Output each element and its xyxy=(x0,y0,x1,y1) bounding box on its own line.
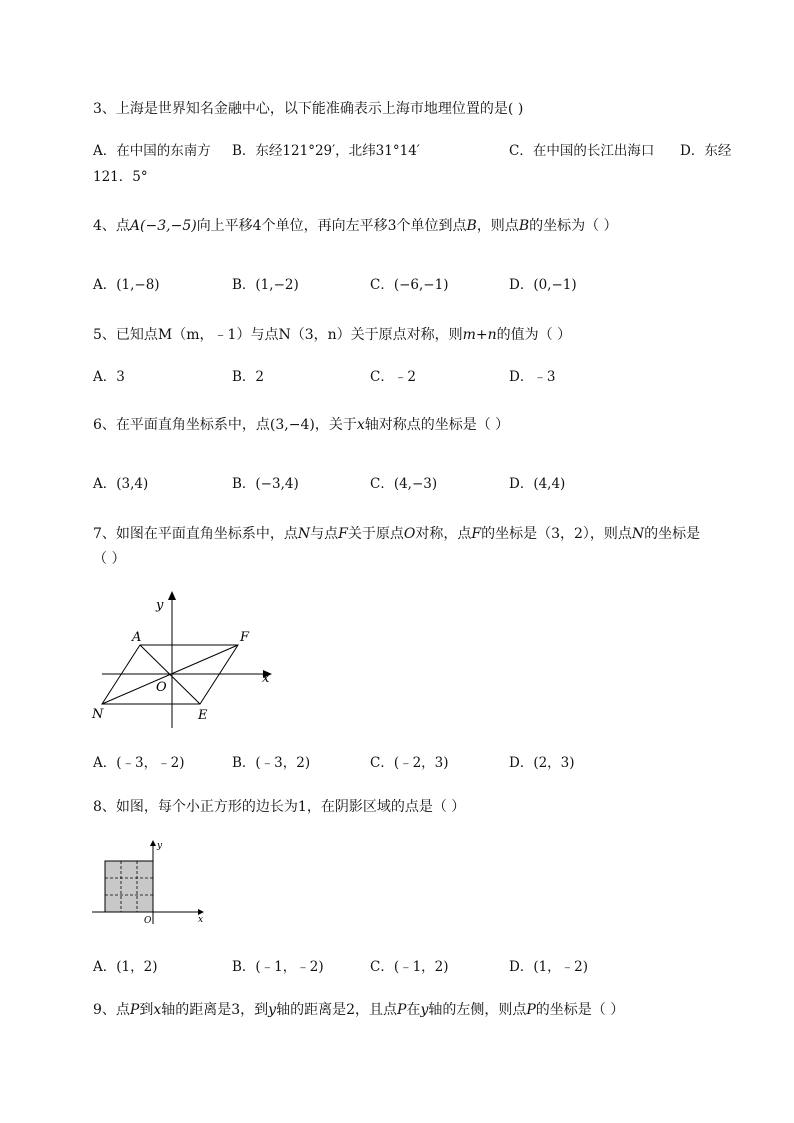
q7-label-n: N xyxy=(92,707,104,722)
q7-point-f: F xyxy=(471,526,482,542)
q4-point-b: B xyxy=(466,218,477,234)
q4-point-b: B xyxy=(518,218,530,234)
q7-point-n: N xyxy=(631,526,645,542)
q6-stem-text: 6、在平面直角坐标系中，点(3,−4)，关于 xyxy=(93,417,357,433)
q9-stem-text: 到 xyxy=(139,1002,154,1018)
q8-figure xyxy=(90,836,210,926)
q5-option-c: C．﹣2 xyxy=(370,369,416,385)
q9-stem-text: 轴的距离是2，且点 xyxy=(276,1002,398,1018)
q3-stem: 3、上海是世界知名金融中心，以下能准确表示上海市地理位置的是( ) xyxy=(93,101,524,117)
q7-label-x: x xyxy=(262,671,270,686)
q4-option-b: B．(1,−2) xyxy=(232,277,299,293)
q5-point-n: N（3，n） xyxy=(278,327,351,343)
q3-option-a: A．在中国的东南方 xyxy=(93,143,211,159)
q7-option-b: B．(﹣3，2) xyxy=(232,755,311,771)
q8-shaded-region xyxy=(105,861,153,912)
q7-option-c: C．(﹣2，3) xyxy=(370,755,449,771)
q5-stem-text: 关于原点对称，则 xyxy=(350,327,463,343)
q8-label-x: x xyxy=(198,915,204,925)
q4-stem-text: 的坐标为（ ） xyxy=(529,218,618,234)
q7-stem xyxy=(93,523,700,545)
q4-stem xyxy=(93,215,618,237)
q3-option-c: C．在中国的长江出海口 xyxy=(509,143,655,159)
q7-label-f: F xyxy=(240,630,250,645)
q7-stem-cont: （ ） xyxy=(93,551,126,567)
q7-label-a: A xyxy=(132,630,142,645)
q7-stem-text: 对称，点 xyxy=(415,526,472,542)
q4-option-c: C．(−6,−1) xyxy=(370,277,449,293)
q7-y-arrow-icon xyxy=(168,591,176,600)
q7-label-y: y xyxy=(156,598,164,613)
q4-stem-text: 4、点 xyxy=(93,218,130,234)
q7-label-e: E xyxy=(198,708,208,723)
q8-label-y: y xyxy=(157,841,163,851)
q5-stem xyxy=(93,324,571,346)
q5-stem-text: 5、已知点 xyxy=(93,327,158,343)
q3-option-d: D．东经 xyxy=(680,143,732,159)
q9-point-p: P xyxy=(397,1002,407,1018)
q6-stem-text: 轴对称点的坐标是（ ） xyxy=(364,417,510,433)
q5-option-d: D．﹣3 xyxy=(509,369,556,385)
q9-axis-y: y xyxy=(268,1002,277,1018)
q9-stem-text: 轴的距离是3，到 xyxy=(161,1002,269,1018)
q5-expression: m+n xyxy=(462,327,497,343)
q7-point-n: N xyxy=(297,526,311,542)
q9-stem-text: 在 xyxy=(406,1002,421,1018)
q4-stem-text: 向上平移4个单位，再向左平移3个单位到点 xyxy=(196,218,467,234)
q8-option-c: C．(﹣1，2) xyxy=(370,959,449,975)
q6-option-c: C．(4,−3) xyxy=(370,476,438,492)
q4-option-d: D．(0,−1) xyxy=(509,277,577,293)
q8-label-o: O xyxy=(144,916,152,926)
q8-option-d: D．(1，﹣2) xyxy=(509,959,589,975)
q8-option-b: B．(﹣1，﹣2) xyxy=(232,959,324,975)
q7-point-o: O xyxy=(403,526,416,542)
q7-stem-text: 的坐标是（3，2），则点 xyxy=(481,526,632,542)
q7-stem-text: 关于原点 xyxy=(347,526,404,542)
q8-option-a: A．(1，2) xyxy=(93,959,158,975)
q5-stem-text: 的值为（ ） xyxy=(496,327,572,343)
q9-stem-text: 轴的左侧，则点 xyxy=(428,1002,527,1018)
q8-y-arrow-icon xyxy=(150,840,156,846)
q8-stem: 8、如图，每个小正方形的边长为1，在阴影区域的点是（ ） xyxy=(93,799,466,815)
q7-stem-text: 的坐标是 xyxy=(644,526,701,542)
q6-option-d: D．(4,4) xyxy=(509,476,566,492)
q9-stem-text: 9、点 xyxy=(93,1002,130,1018)
q9-stem-text: 的坐标是（ ） xyxy=(535,1002,625,1018)
q9-axis-y: y xyxy=(420,1002,429,1018)
q5-point-m: M（m，﹣1） xyxy=(157,327,251,343)
q5-stem-text: 与点 xyxy=(250,327,279,343)
q5-option-a: A．3 xyxy=(93,369,125,385)
q5-option-b: B．2 xyxy=(232,369,265,385)
q7-figure xyxy=(88,588,278,734)
q7-point-f: F xyxy=(338,526,348,542)
q4-option-a: A．(1,−8) xyxy=(93,277,160,293)
q7-stem-text: 与点 xyxy=(310,526,339,542)
q9-point-p: P xyxy=(129,1002,140,1018)
q7-stem-text: 7、如图在平面直角坐标系中，点 xyxy=(93,526,298,542)
q9-axis-x: x xyxy=(153,1002,162,1018)
q4-stem-text: ，则点 xyxy=(476,218,519,234)
q3-option-d-cont: 121．5° xyxy=(93,169,148,185)
q4-point-a: A(−3,−5) xyxy=(129,218,197,234)
q6-axis: x xyxy=(356,417,365,433)
q7-option-d: D．(2，3) xyxy=(509,755,575,771)
q6-option-b: B．(−3,4) xyxy=(232,476,299,492)
q6-stem xyxy=(93,414,509,436)
q3-option-b: B．东经121°29′，北纬31°14′ xyxy=(232,143,420,159)
q9-stem xyxy=(93,999,624,1021)
q7-option-a: A．(﹣3，﹣2) xyxy=(93,755,185,771)
q6-option-a: A．(3,4) xyxy=(93,476,149,492)
q7-label-o: O xyxy=(156,680,167,695)
q9-point-p: P xyxy=(526,1002,536,1018)
